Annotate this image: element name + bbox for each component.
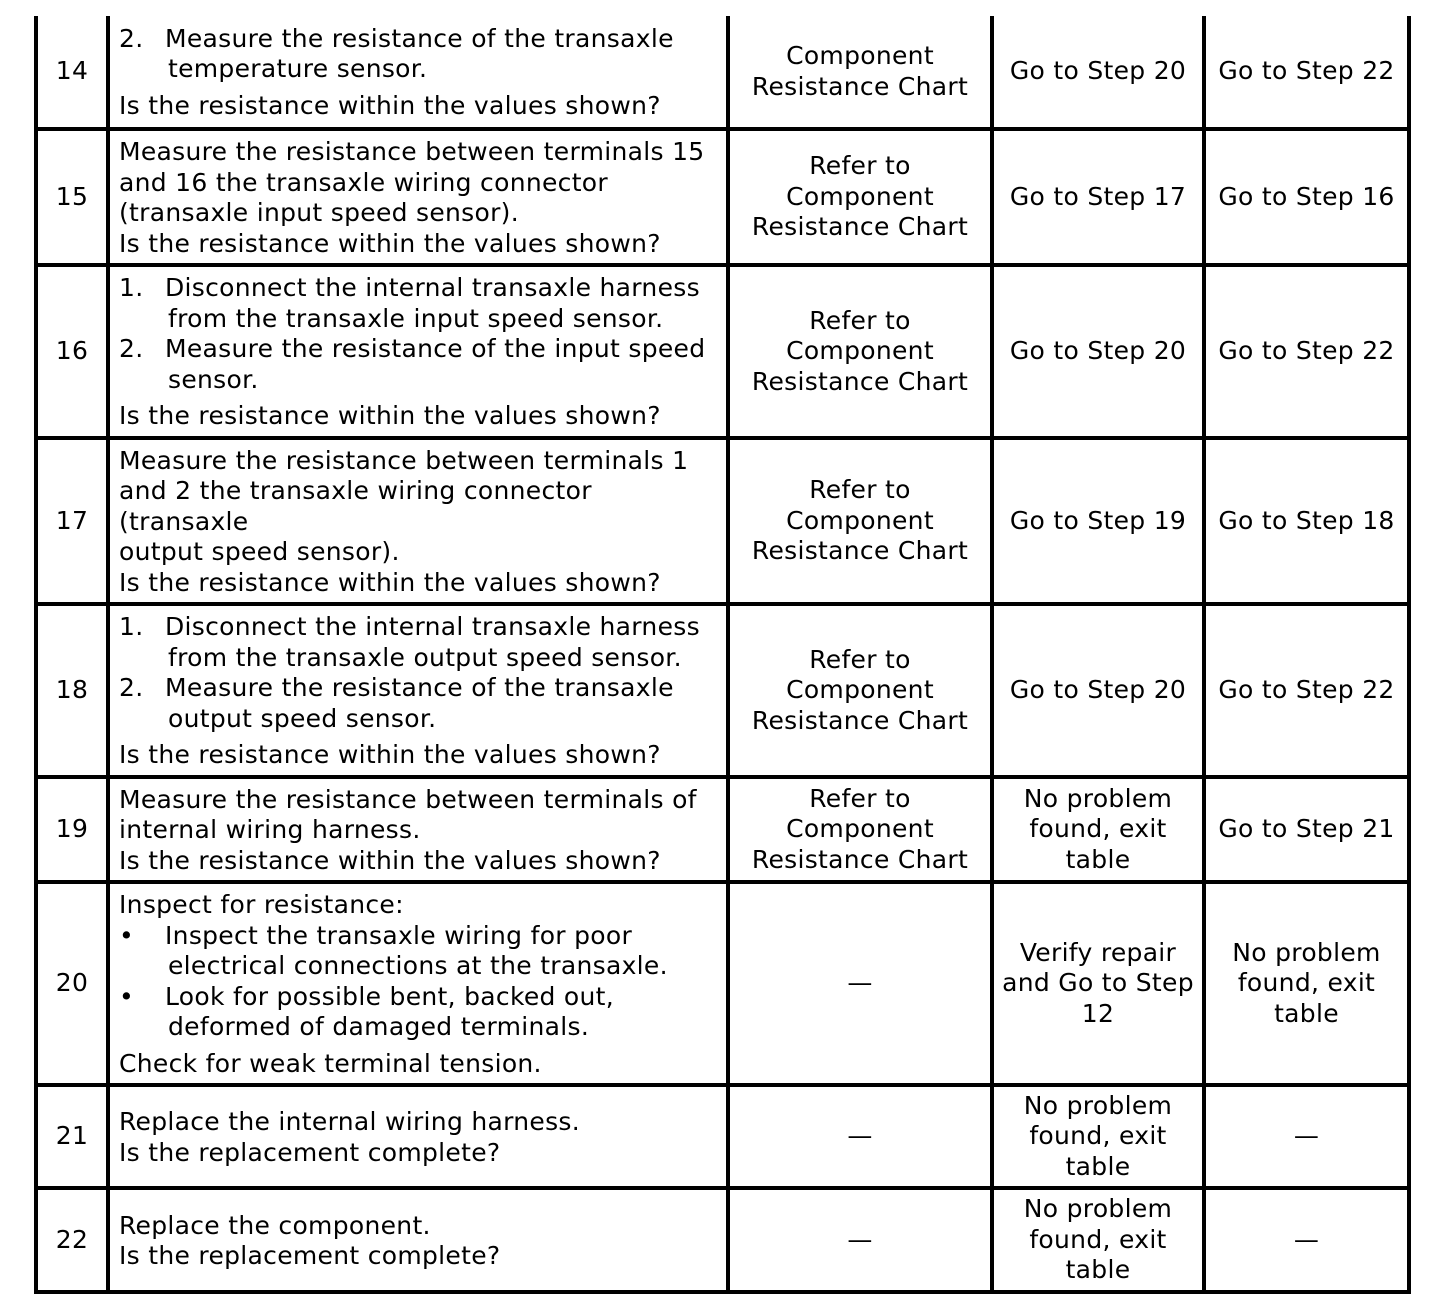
yes-line: table xyxy=(1065,1255,1131,1285)
no-cell xyxy=(1204,777,1409,883)
action-line: output speed sensor). xyxy=(119,537,400,566)
action-line: (transaxle input speed sensor). xyxy=(119,198,519,227)
table-row xyxy=(36,604,1409,777)
no-cell xyxy=(1204,1085,1409,1188)
value-line: Resistance Chart xyxy=(751,705,969,735)
no-line: Go to Step 22 xyxy=(1218,56,1395,86)
yes-cell xyxy=(992,265,1204,438)
yes-line: No problem xyxy=(1023,1194,1173,1224)
step-number: 21 xyxy=(36,1085,108,1188)
action-intro: Inspect for resistance: xyxy=(119,890,404,919)
no-dash: — xyxy=(1293,1224,1320,1254)
step-number: 18 xyxy=(36,604,108,777)
value-line: Refer to xyxy=(809,475,911,504)
value-line: Resistance Chart xyxy=(751,71,969,101)
question-text: Check for weak terminal tension. xyxy=(119,1048,542,1078)
value-line: Refer to xyxy=(809,151,911,181)
value-line: Refer to xyxy=(809,644,911,674)
list-marker: 2. xyxy=(119,334,144,363)
yes-line: found, exit xyxy=(1029,814,1167,843)
value-cell xyxy=(728,1085,992,1188)
table-row xyxy=(36,265,1409,438)
question-text: Is the resistance within the values shown? xyxy=(119,401,661,430)
list-marker: 2. xyxy=(119,23,144,53)
action-line: and 2 the transaxle wiring connector (transaxle xyxy=(119,476,592,536)
value-cell xyxy=(728,438,992,605)
value-line: Resistance Chart xyxy=(751,212,969,242)
value-line: Component xyxy=(786,814,934,843)
action-cell xyxy=(108,604,728,777)
value-cell xyxy=(728,265,992,438)
step-number: 16 xyxy=(36,265,108,438)
list-text: Measure the resistance of the input speed xyxy=(165,334,706,363)
no-line: Go to Step 22 xyxy=(1218,675,1395,704)
action-line: Measure the resistance between terminals of xyxy=(119,784,697,814)
value-cell xyxy=(728,1188,992,1292)
list-text-continued: deformed of damaged terminals. xyxy=(168,1012,590,1041)
yes-cell xyxy=(992,438,1204,605)
no-line: table xyxy=(1274,998,1339,1028)
no-cell xyxy=(1204,265,1409,438)
yes-line: Verify repair xyxy=(1019,937,1177,967)
no-line: Go to Step 21 xyxy=(1218,814,1395,843)
yes-cell xyxy=(992,129,1204,265)
no-cell xyxy=(1204,1188,1409,1292)
action-cell xyxy=(108,882,728,1085)
value-line: Resistance Chart xyxy=(751,844,969,874)
step-number: 17 xyxy=(36,438,108,605)
list-text: Look for possible bent, backed out, xyxy=(165,981,615,1011)
no-cell xyxy=(1204,438,1409,605)
action-cell xyxy=(108,16,728,129)
yes-line: found, exit xyxy=(1029,1121,1167,1151)
no-line: Go to Step 22 xyxy=(1218,336,1395,365)
list-item xyxy=(119,673,720,734)
yes-line: No problem xyxy=(1023,783,1173,813)
list-item xyxy=(119,982,720,1043)
table-row xyxy=(36,129,1409,265)
bullet-marker: • xyxy=(119,920,135,950)
yes-cell xyxy=(992,1188,1204,1292)
value-dash: — xyxy=(847,1224,873,1254)
action-cell xyxy=(108,1085,728,1188)
step-number: 19 xyxy=(36,777,108,883)
yes-line: Go to Step 17 xyxy=(1009,181,1187,211)
action-cell xyxy=(108,1188,728,1292)
yes-line: Go to Step 20 xyxy=(1009,336,1187,365)
table-row xyxy=(36,1085,1409,1188)
action-cell xyxy=(108,438,728,605)
question-text: Is the replacement complete? xyxy=(119,1137,501,1167)
list-text: Inspect the transaxle wiring for poor xyxy=(165,920,633,950)
value-line: Refer to xyxy=(809,305,911,335)
yes-cell xyxy=(992,604,1204,777)
list-text: Measure the resistance of the transaxle xyxy=(165,673,674,702)
step-number: 20 xyxy=(36,882,108,1085)
action-line: and 16 the transaxle wiring connector xyxy=(119,167,608,197)
yes-line: Go to Step 19 xyxy=(1009,505,1187,535)
action-line: Replace the internal wiring harness. xyxy=(119,1107,580,1136)
question-text: Is the resistance within the values shown? xyxy=(119,90,661,120)
list-text-continued: sensor. xyxy=(168,364,259,394)
value-line: Component xyxy=(786,181,934,211)
list-item xyxy=(119,334,720,395)
yes-line: and Go to Step xyxy=(1002,968,1194,998)
no-cell xyxy=(1204,129,1409,265)
action-line: Measure the resistance between terminals 15 xyxy=(119,137,705,166)
value-cell xyxy=(728,16,992,129)
yes-line: found, exit xyxy=(1029,1224,1167,1254)
value-line: Component xyxy=(786,505,934,535)
list-text: Disconnect the internal transaxle harness xyxy=(165,273,700,302)
yes-line: 12 xyxy=(1081,998,1115,1028)
list-item xyxy=(119,273,720,334)
yes-line: Go to Step 20 xyxy=(1009,56,1187,86)
value-line: Resistance Chart xyxy=(751,536,969,565)
value-line: Component xyxy=(786,41,934,70)
action-cell xyxy=(108,129,728,265)
list-text-continued: output speed sensor. xyxy=(168,703,437,733)
value-dash: — xyxy=(847,968,873,998)
yes-line: Go to Step 20 xyxy=(1009,675,1187,704)
yes-cell xyxy=(992,882,1204,1085)
question-text: Is the resistance within the values shown? xyxy=(119,567,661,597)
value-cell xyxy=(728,129,992,265)
action-line: internal wiring harness. xyxy=(119,815,421,844)
question-text: Is the resistance within the values shown? xyxy=(119,228,661,258)
list-marker: 1. xyxy=(119,273,144,302)
step-number: 14 xyxy=(36,16,108,129)
yes-line: table xyxy=(1065,1151,1131,1181)
value-line: Component xyxy=(786,675,934,704)
diagnostic-table xyxy=(34,16,1411,1294)
table-row xyxy=(36,16,1409,129)
list-text-continued: electrical connections at the transaxle. xyxy=(168,951,668,980)
list-item xyxy=(119,24,720,85)
question-text: Is the resistance within the values shown? xyxy=(119,740,661,769)
action-line: Measure the resistance between terminals 1 xyxy=(119,445,689,475)
table-row xyxy=(36,1188,1409,1292)
yes-cell xyxy=(992,16,1204,129)
list-marker: 2. xyxy=(119,673,144,702)
step-number: 15 xyxy=(36,129,108,265)
list-text-continued: temperature sensor. xyxy=(168,54,428,84)
table-row xyxy=(36,777,1409,883)
table-row xyxy=(36,882,1409,1085)
action-line: Replace the component. xyxy=(119,1210,431,1240)
question-text: Is the resistance within the values shown? xyxy=(119,845,661,875)
value-line: Resistance Chart xyxy=(751,366,969,396)
no-cell xyxy=(1204,16,1409,129)
no-cell xyxy=(1204,882,1409,1085)
list-item xyxy=(119,612,720,673)
step-number: 22 xyxy=(36,1188,108,1292)
no-cell xyxy=(1204,604,1409,777)
yes-cell xyxy=(992,1085,1204,1188)
list-text: Disconnect the internal transaxle harness xyxy=(165,612,700,641)
action-cell xyxy=(108,265,728,438)
yes-cell xyxy=(992,777,1204,883)
bullet-marker: • xyxy=(119,981,135,1011)
value-line: Refer to xyxy=(809,783,911,813)
list-text-continued: from the transaxle input speed sensor. xyxy=(168,303,664,333)
no-line: found, exit xyxy=(1237,968,1376,998)
value-cell xyxy=(728,882,992,1085)
no-line: No problem xyxy=(1232,937,1381,967)
yes-line: No problem xyxy=(1023,1090,1173,1120)
list-text-continued: from the transaxle output speed sensor. xyxy=(168,642,682,672)
value-cell xyxy=(728,777,992,883)
yes-line: table xyxy=(1065,844,1131,874)
value-line: Component xyxy=(786,336,934,365)
value-dash: — xyxy=(847,1121,873,1151)
list-marker: 1. xyxy=(119,612,144,641)
no-line: Go to Step 16 xyxy=(1218,181,1395,211)
action-cell xyxy=(108,777,728,883)
question-text: Is the replacement complete? xyxy=(119,1241,501,1270)
list-text: Measure the resistance of the transaxle xyxy=(165,23,674,53)
value-cell xyxy=(728,604,992,777)
no-line: Go to Step 18 xyxy=(1218,505,1395,535)
no-dash: — xyxy=(1293,1121,1320,1151)
list-item xyxy=(119,921,720,982)
table-row xyxy=(36,438,1409,605)
